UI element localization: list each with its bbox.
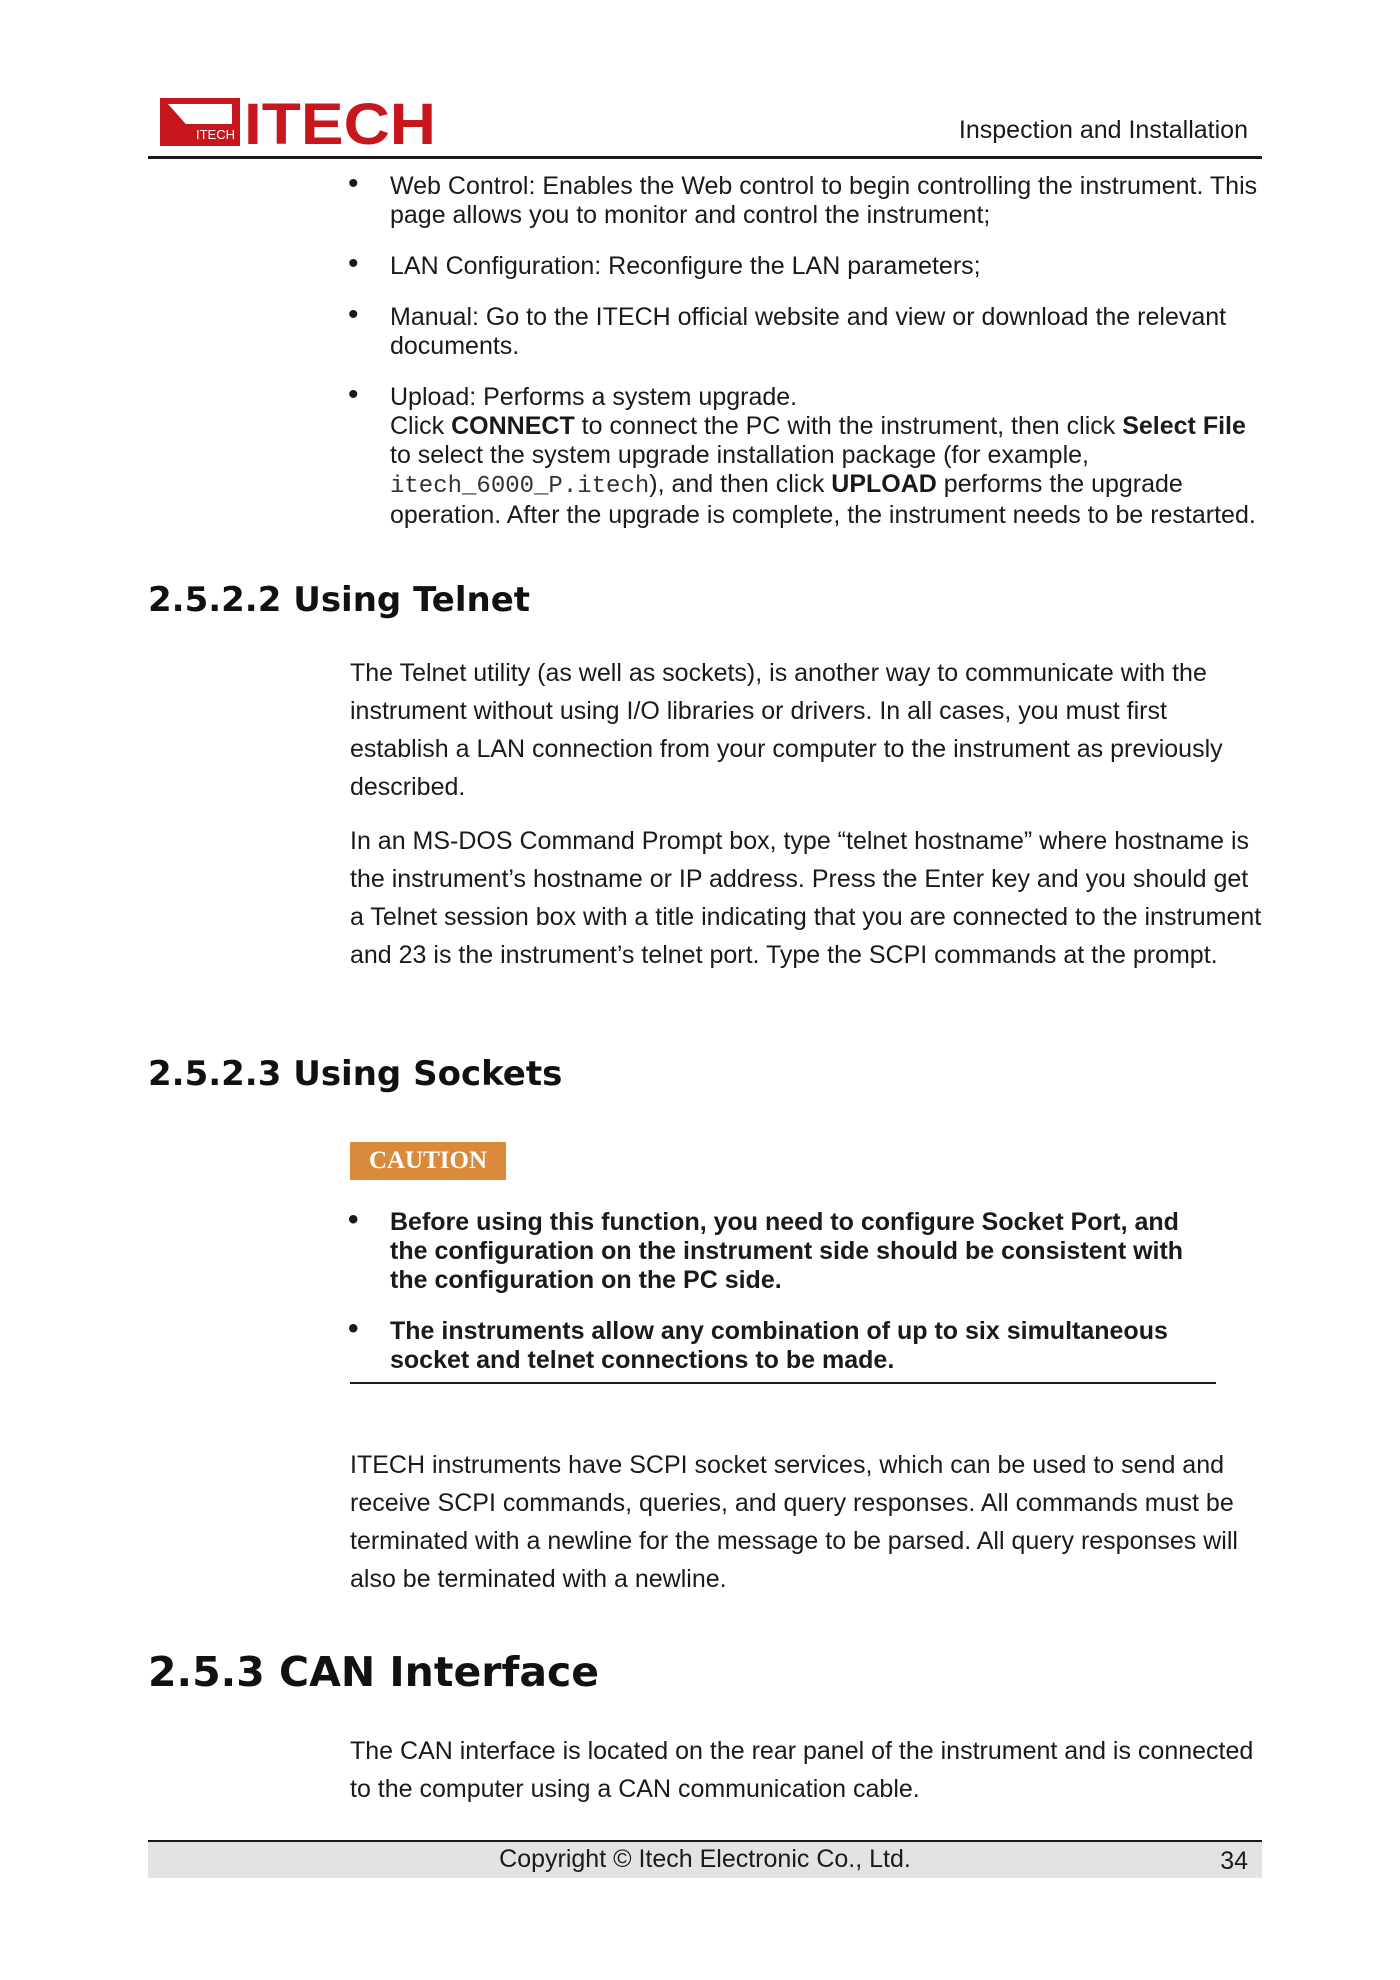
list-item: • Upload: Performs a system upgrade. Click CONNECT to connect the PC with the instrument, then click Select File to select the system upgrade installation package (for example, itech_6000_P.itech), and then click UPLOAD performs the upgrade operation. After the upgrade is complete, the instrument needs to be restarted. (348, 383, 1268, 530)
web-feature-list (348, 172, 1268, 552)
telnet-paragraph-1: The Telnet utility (as well as sockets), is another way to communicate with the instrument without using I/O libraries or drivers. In all cases, you must first establish a LAN connection from your computer to the instrument as previously described. (350, 659, 1223, 801)
header-section-title: Inspection and Installation (958, 116, 1248, 144)
page-footer (148, 1840, 1262, 1878)
upload-detail-paragraph: Click CONNECT to connect the PC with the instrument, then click Select File to select the system upgrade installation package (for example, itech_6000_P.itech), and then click UPLOAD performs the upgrade operation. After the upgrade is complete, the instrument needs to be restarted. (390, 412, 1256, 529)
heading-using-sockets: 2.5.2.3 Using Sockets (148, 1054, 563, 1094)
telnet-section-body (350, 654, 1262, 990)
caution-list (348, 1208, 1218, 1397)
connect-keyword: CONNECT (451, 412, 575, 440)
list-item: • Manual: Go to the ITECH official website and view or download the relevant documents. (348, 303, 1268, 361)
heading-can-interface: 2.5.3 CAN Interface (148, 1648, 600, 1696)
logo-text: ITECH (244, 94, 436, 150)
caution-badge: CAUTION (350, 1142, 506, 1180)
copyright-text: Copyright © Itech Electronic Co., Ltd. (499, 1845, 911, 1873)
can-paragraph: The CAN interface is located on the rear panel of the instrument and is connected to the computer using a CAN communication cable. (350, 1737, 1254, 1803)
caution-item: • The instruments allow any combination of up to six simultaneous socket and telnet connections to be made. (348, 1317, 1218, 1375)
example-filename: itech_6000_P.itech (390, 473, 650, 500)
itech-logo (160, 94, 440, 150)
page-number: 34 (1220, 1847, 1248, 1875)
telnet-paragraph-2: In an MS-DOS Command Prompt box, type “telnet hostname” where hostname is the instrument’s hostname or IP address. Press the Enter key and you should get a Telnet session box with a title indicating that you are connected to the instrument and 23 is the instrument’s telnet port. Type the SCPI commands at the prompt. (350, 827, 1262, 969)
sockets-section-body (350, 1446, 1262, 1614)
page-header (148, 90, 1262, 159)
heading-using-telnet: 2.5.2.2 Using Telnet (148, 580, 531, 620)
caution-item: • Before using this function, you need to configure Socket Port, and the configuration on the instrument side should be consistent with the configuration on the PC side. (348, 1208, 1218, 1295)
can-section-body (350, 1732, 1262, 1824)
logo-small-text: ITECH (196, 127, 235, 142)
list-item: • Web Control: Enables the Web control to begin controlling the instrument. This page allows you to monitor and control the instrument; (348, 172, 1268, 230)
caution-divider (350, 1382, 1216, 1384)
select-file-keyword: Select File (1122, 412, 1246, 440)
sockets-paragraph: ITECH instruments have SCPI socket services, which can be used to send and receive SCPI commands, queries, and query responses. All commands must be terminated with a newline for the message to be parsed. All query responses will also be terminated with a newline. (350, 1451, 1238, 1593)
list-item: • LAN Configuration: Reconfigure the LAN parameters; (348, 252, 1268, 281)
upload-keyword: UPLOAD (831, 470, 937, 498)
